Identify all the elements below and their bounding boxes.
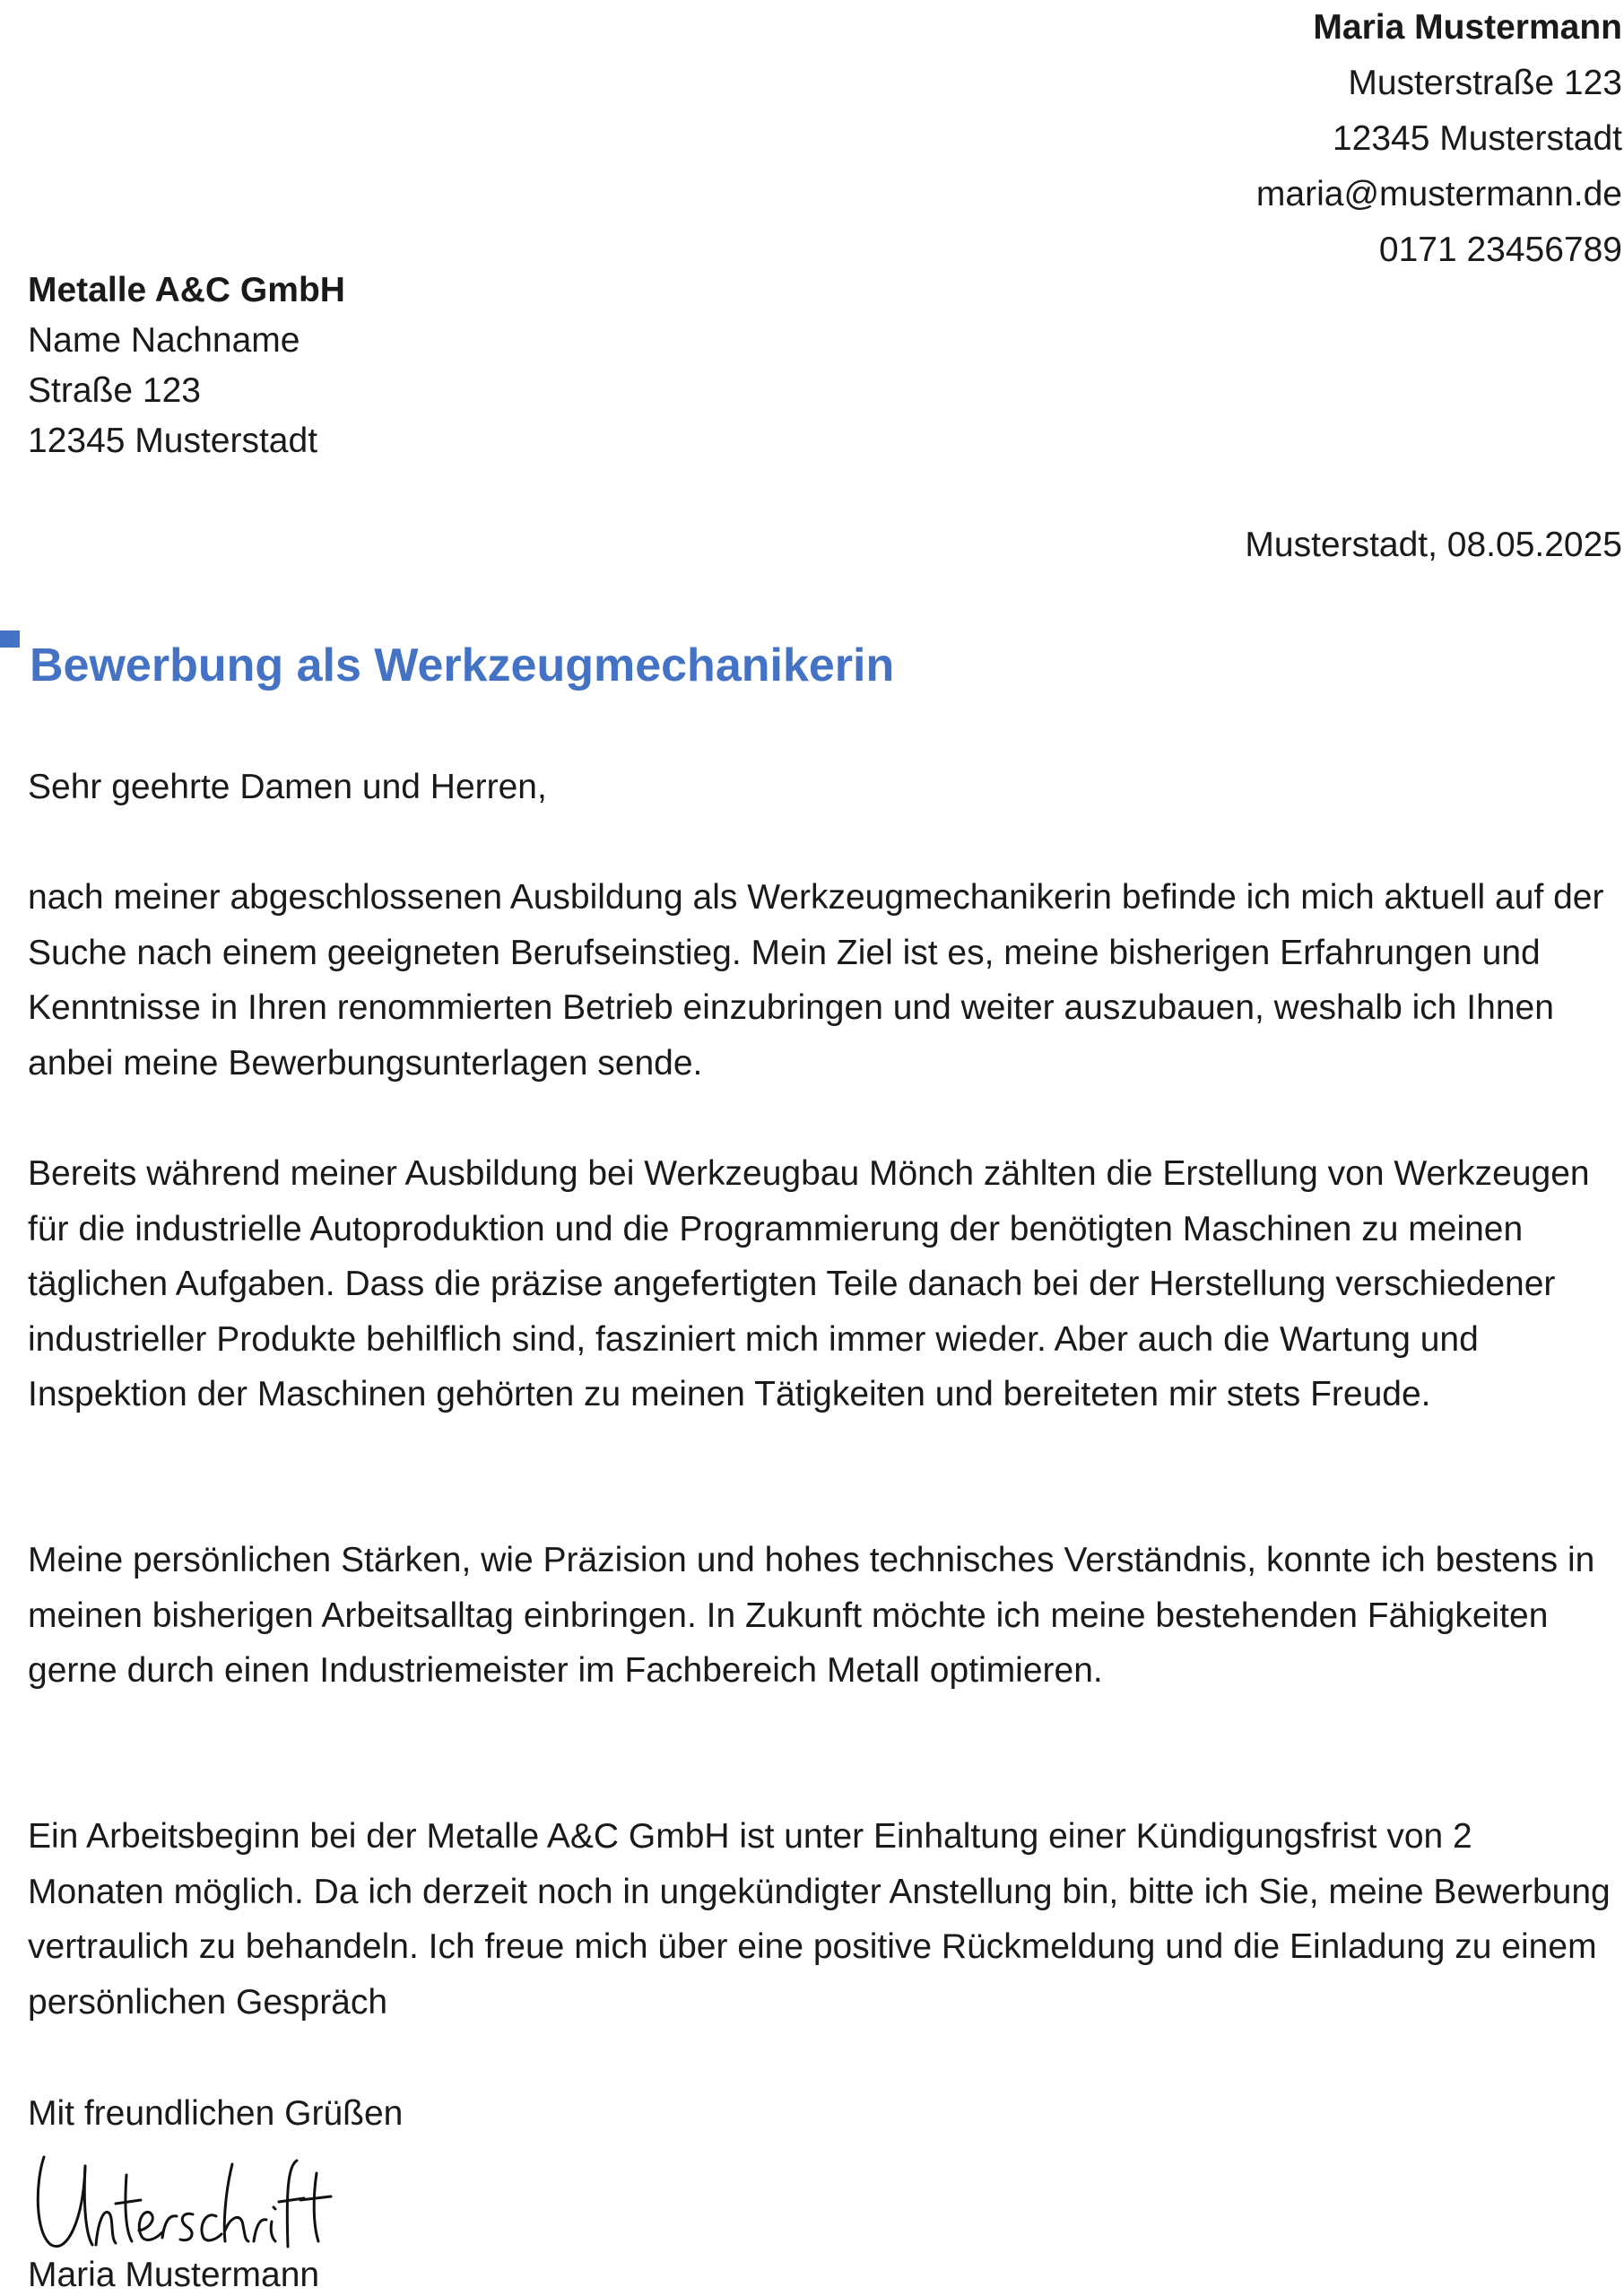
- sender-street: Musterstraße 123: [1348, 64, 1622, 102]
- sender-email: maria@mustermann.de: [1255, 175, 1622, 213]
- body-paragraph-1: nach meiner abgeschlossenen Ausbildung als Werkzeugmechanikerin befinde ich mich aktuell auf der Suche nach einem geeigneten Berufseinstieg. Mein Ziel ist es, meine bisherigen Erfahrungen und Kenntnisse in Ihren renommierten Betrieb einzubringen und weiter auszubauen, weshalb ich Ihnen anbei meine Bewerbungsunterlagen sende.: [28, 878, 1604, 1083]
- subject-marker: [0, 631, 20, 648]
- body-paragraph-2: Bereits während meiner Ausbildung bei Werkzeugbau Mönch zählten die Erstellung von Werkzeugen für die industrielle Autoproduktion und die Programmierung der benötigten Maschinen zu meinen täglichen Aufgaben. Dass die präzise angefertigten Teile danach bei der Herstellung verschiedener industrieller Produkte behilflich sind, fasziniert mich immer wieder. Aber auch die Wartung und Inspektion der Maschinen gehörten zu meinen Tätigkeiten und bereiteten mir stets Freude.: [28, 1154, 1590, 1413]
- recipient-contact: Name Nachname: [28, 321, 300, 360]
- body-paragraph-4: Ein Arbeitsbeginn bei der Metalle A&C GmbH ist unter Einhaltung einer Kündigungsfrist von 2 Monaten möglich. Da ich derzeit noch in ungekündigter Anstellung bin, bitte ich Sie, meine Bewerbung vertraulich zu behandeln. Ich freue mich über eine positive Rückmeldung und die Einladung zu einem persönlichen Gespräch: [28, 1817, 1611, 2022]
- sender-address-block: [1256, 0, 1622, 278]
- sender-city: 12345 Musterstadt: [1332, 119, 1622, 158]
- recipient-address-block: [28, 265, 345, 466]
- salutation: Sehr geehrte Damen und Herren,: [28, 768, 547, 806]
- recipient-city: 12345 Musterstadt: [28, 422, 318, 460]
- handwritten-signature: [31, 2148, 336, 2256]
- date-line: Musterstadt, 08.05.2025: [1245, 526, 1622, 564]
- sender-phone: 0171 23456789: [1378, 230, 1622, 269]
- sender-name: Maria Mustermann: [1313, 8, 1622, 47]
- recipient-street: Straße 123: [28, 371, 201, 410]
- recipient-company: Metalle A&C GmbH: [28, 271, 345, 309]
- subject-heading: Bewerbung als Werkzeugmechanikerin: [30, 639, 895, 691]
- closing-phrase: Mit freundlichen Grüßen: [28, 2094, 404, 2133]
- signer-name: Maria Mustermann: [28, 2256, 320, 2294]
- body-paragraph-3: Meine persönlichen Stärken, wie Präzision und hohes technisches Verständnis, konnte ich bestens in meinen bisherigen Arbeitsalltag einbringen. In Zukunft möchte ich meine bestehenden Fähigkeiten gerne durch einen Industriemeister im Fachbereich Metall optimieren.: [28, 1541, 1595, 1690]
